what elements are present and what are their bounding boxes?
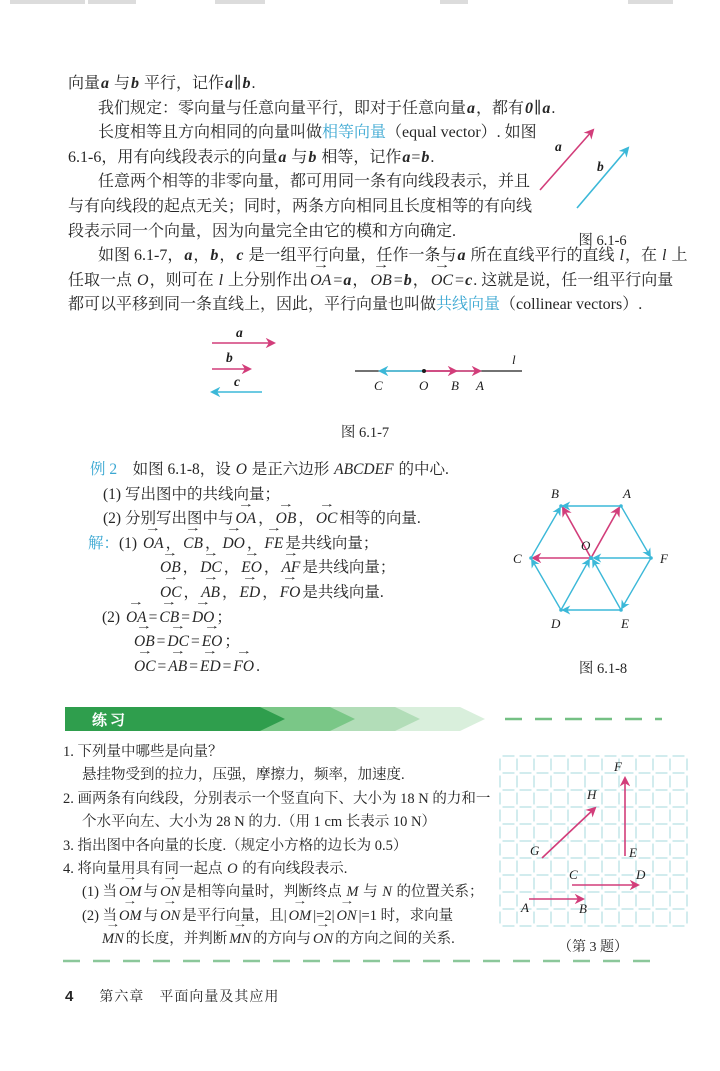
figure-problem-3-caption: （第 3 题） bbox=[558, 940, 628, 955]
text-line: 任意两个相等的非零向量，都可用同一条有向线段表示，并且 bbox=[98, 173, 531, 191]
exercise-banner bbox=[65, 706, 662, 737]
solution-line: → OB = → DC = → EO ； bbox=[132, 630, 508, 655]
diagonals-into-O bbox=[561, 558, 651, 610]
point-O-dot bbox=[422, 369, 426, 373]
top-edge-sliver bbox=[10, 0, 85, 4]
text-line: 向量a 与b 平行，记作a∥b. bbox=[68, 75, 256, 92]
point-C-label: C bbox=[374, 378, 383, 393]
problem-1-line: 1. 下列量中哪些是向量？ bbox=[63, 744, 223, 760]
chapter-title: 第六章 平面向量及其应用 bbox=[99, 990, 280, 1005]
figure-6-1-8-caption: 图 6.1-8 bbox=[578, 661, 628, 677]
text-line: 与有向线段的起点无关；同时，两条方向相同且长度相等的有向线 bbox=[68, 197, 533, 215]
solution-line: → OC ， → AB ， → ED ， → FO 是共线向量. bbox=[158, 581, 508, 606]
exercise-banner-label: 练习 bbox=[92, 713, 129, 729]
figure-6-1-6 bbox=[505, 118, 700, 250]
point-G-label: G bbox=[530, 843, 540, 858]
vector-b-label: b bbox=[226, 350, 233, 365]
line-l-label: l bbox=[512, 352, 516, 367]
point-B-label: B bbox=[451, 378, 459, 393]
text-line: (2) 分别写出图中与 → OA ， → OB ， → OC 相等的向量. bbox=[103, 507, 508, 532]
problem-3-line: 3. 指出图中各向量的长度.（规定小方格的边长为 0.5） bbox=[63, 837, 408, 854]
problem-4-line: (1) 当 → OM 与 → ON 是相等向量时，判断终点 M 与 N 的位置关系； bbox=[82, 881, 503, 904]
top-edge-sliver bbox=[628, 0, 673, 4]
point-A-label: A bbox=[476, 378, 484, 393]
solution-line: → OC = → AB = → ED = → FO . bbox=[132, 655, 508, 680]
text-line: (1) 写出图中的共线向量； bbox=[103, 485, 280, 503]
example-title-line: 例 2 如图 6.1-8，设 O 是正六边形 ABCDEF 的中心. bbox=[90, 461, 449, 478]
problem-4-line: → MN 的长度，并判断 → MN 的方向与 → ON 的方向之间的关系. bbox=[100, 928, 503, 951]
figure-6-1-6-caption: 图 6.1-6 bbox=[578, 233, 627, 249]
point-D-label: D bbox=[636, 867, 646, 882]
vertex-B-label: B bbox=[551, 486, 559, 501]
solution-line: 解：(1) → OA ， → CB ， → DO ， → FE 是共线向量； bbox=[88, 532, 508, 557]
text-line: 都可以平移到同一条直线上，因此，平行向量也叫做共线向量（collinear vectors）. bbox=[68, 296, 643, 314]
top-edge-sliver bbox=[440, 0, 468, 4]
page-number: 4 bbox=[65, 988, 74, 1005]
vertex-E-label: E bbox=[621, 616, 629, 631]
top-edge-sliver bbox=[215, 0, 265, 4]
problem-2-line: 2. 画两条有向线段，分别表示一个竖直向下、大小为 18 N 的力和一 bbox=[63, 790, 491, 807]
text-line: 6.1-6，用有向线段表示的向量a 与b 相等，记作a=b. bbox=[68, 148, 435, 166]
point-C-label: C bbox=[569, 867, 578, 882]
example-2 bbox=[88, 458, 508, 679]
exercise-banner-svg bbox=[65, 706, 662, 732]
figure-6-1-8-svg bbox=[503, 478, 703, 648]
figure-6-1-7 bbox=[150, 328, 580, 442]
center-O-label: O bbox=[581, 538, 591, 553]
vector-c-label: c bbox=[234, 374, 240, 389]
text-line: 我们规定：零向量与任意向量平行，即对于任意向量a，都有0∥a. bbox=[98, 99, 556, 117]
point-F-label: F bbox=[614, 759, 622, 774]
page-footer bbox=[65, 986, 279, 1006]
section-divider bbox=[63, 951, 660, 969]
text-line: 任取一点 O，则可在 l 上分别作出 → OA =a， → OB =b， → OC =c. 这就是说，任一组平行向量 bbox=[68, 269, 672, 294]
point-E-label: E bbox=[629, 845, 637, 860]
text-line: 如图 6.1-7，a，b，c 是一组平行向量，任作一条与a 所在直线平行的直线 l，在 l 上 bbox=[98, 247, 688, 265]
vertex-F-label: F bbox=[660, 551, 668, 566]
point-H-label: H bbox=[587, 787, 597, 802]
vertex-D-label: D bbox=[551, 616, 561, 631]
vertex-A-label: A bbox=[623, 486, 631, 501]
figure-6-1-7-caption: 图 6.1-7 bbox=[340, 425, 390, 441]
solution-line: (2) → OA = → CB = → DO ； bbox=[102, 606, 508, 631]
problem-1-line: 悬挂物受到的拉力，压强，摩擦力，频率，加速度. bbox=[82, 767, 405, 784]
vector-a-label: a bbox=[555, 139, 562, 154]
figure-6-1-8 bbox=[503, 478, 703, 678]
point-A-label: A bbox=[521, 900, 529, 915]
point-B-label: B bbox=[579, 901, 587, 916]
figure-problem-3-svg bbox=[497, 753, 689, 929]
problem-2-line: 个水平向左、大小为 28 N 的力.（用 1 cm 长表示 10 N） bbox=[82, 814, 437, 831]
solution-line: → OB ， → DC ， → EO ， → AF 是共线向量； bbox=[158, 556, 508, 581]
section-divider-svg bbox=[63, 958, 660, 964]
point-O-label: O bbox=[419, 378, 429, 393]
vector-b-arrow bbox=[577, 148, 628, 208]
figure-problem-3 bbox=[497, 753, 689, 956]
vector-b-label: b bbox=[597, 159, 604, 174]
figure-6-1-7-svg bbox=[150, 328, 580, 398]
text-line: 长度相等且方向相同的向量叫做相等向量（equal vector）. 如图 bbox=[98, 124, 537, 142]
problem-4-line: (2) 当 → OM 与 → ON 是平行向量，且| → OM |=2| → ON |=1 时，求向量 bbox=[82, 905, 503, 928]
vector-a-label: a bbox=[236, 328, 243, 340]
problem-4-line: 4. 将向量用具有同一起点 O 的有向线段表示. bbox=[63, 860, 348, 877]
figure-6-1-6-svg bbox=[505, 118, 700, 218]
text-line: 段表示同一个向量，因为向量完全由它的模和方向确定. bbox=[68, 222, 457, 240]
vector-a-arrow bbox=[540, 130, 593, 190]
exercise-problems bbox=[63, 741, 503, 952]
vertex-C-label: C bbox=[513, 551, 522, 566]
grid-vectors bbox=[529, 778, 638, 899]
top-edge-sliver bbox=[88, 0, 136, 4]
